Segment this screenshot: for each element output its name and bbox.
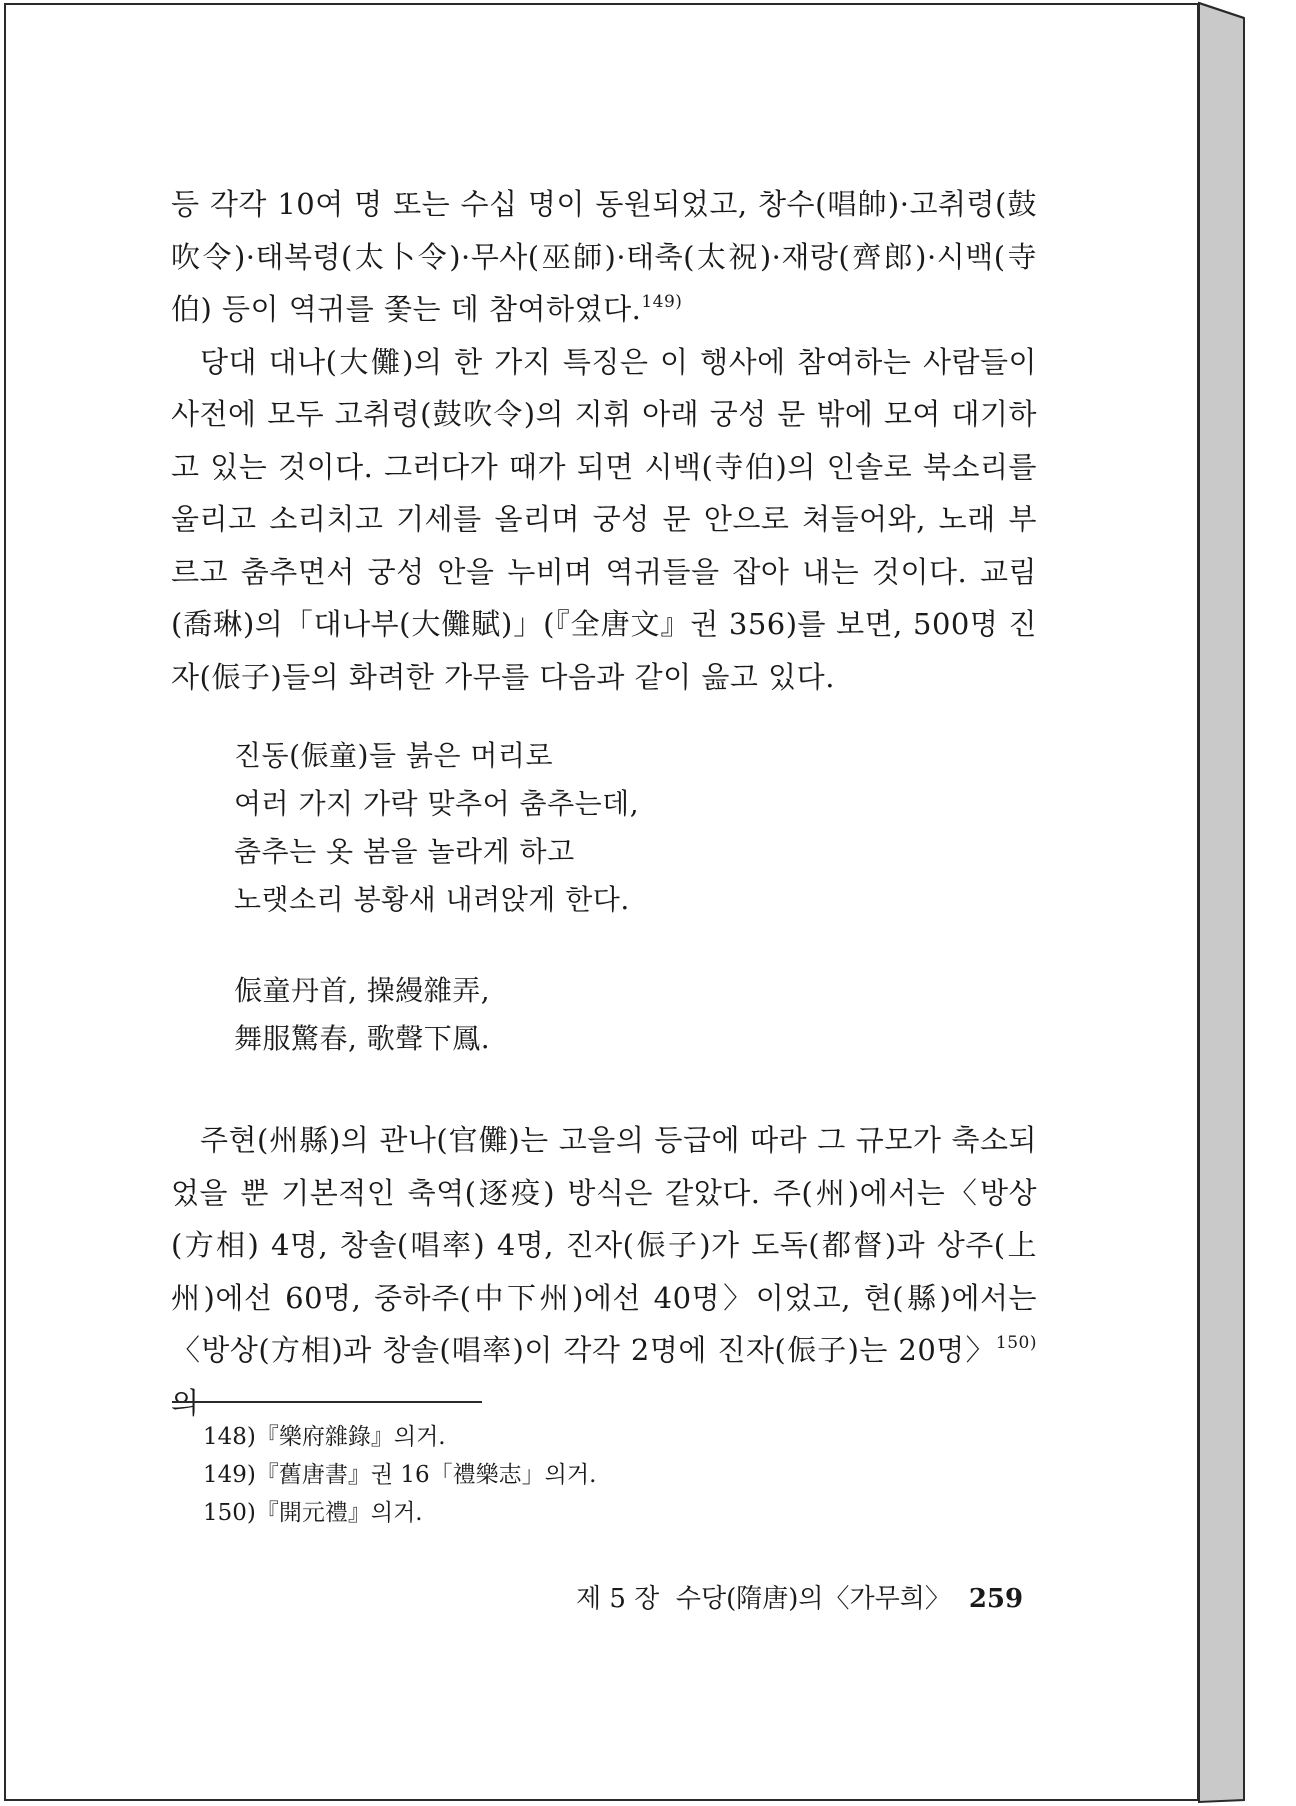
footnote-divider: [172, 1401, 482, 1403]
body-paragraph-1: [171, 178, 1037, 336]
footnotes: [203, 1418, 983, 1532]
verse-line: 侲童丹首, 操縵雜弄,: [234, 974, 491, 1007]
verse-line: 진동(侲童)들 붉은 머리로: [234, 739, 554, 772]
body-paragraph-3: [171, 1114, 1037, 1429]
footnote-149: 149)『舊唐書』권 16「禮樂志」의거.: [203, 1462, 597, 1488]
verse-line: 여러 가지 가락 맞추어 춤추는데,: [234, 787, 640, 820]
verse-line: 노랫소리 봉황새 내려앉게 한다.: [234, 883, 630, 916]
main-text: [171, 178, 1037, 703]
verse-chinese: [234, 967, 1014, 1063]
chapter-title: 제 5 장 수당(隋唐)의〈가무희〉: [576, 1584, 951, 1614]
paragraph-3-text: 주현(州縣)의 관나(官儺)는 고을의 등급에 따라 그 규모가 축소되었을 뿐 기본적인 축역(逐疫) 방식은 같았다. 주(州)에서는〈방상(方相) 4명, 창솔(唱率) 4명, 진자(侲子)가 도독(都督)과 상주(上州)에선 60명, 중하주(中下州)에선 40명〉이었고, 현(縣)에서는〈방상(方相)과 창솔(唱率)이 각각 2명에 진자(侲子)는 20명〉: [171, 1123, 1037, 1367]
page-edge-shadow: [1196, 0, 1296, 1806]
verse-korean: [234, 732, 1014, 924]
footnote-148: 148)『樂府雜錄』의거.: [203, 1424, 446, 1450]
footnote-ref-149: 149): [641, 292, 683, 312]
footnote-ref-150: 150): [995, 1333, 1037, 1353]
body-paragraph-2: 당대 대나(大儺)의 한 가지 특징은 이 행사에 참여하는 사람들이 사전에 모두 고취령(鼓吹令)의 지휘 아래 궁성 문 밖에 모여 대기하고 있는 것이다. 그러다가 때가 되면 시백(寺伯)의 인솔로 북소리를 울리고 소리치고 기세를 올리며 궁성 문 안으로 쳐들어와, 노래 부르고 춤추면서 궁성 안을 누비며 역귀들을 잡아 내는 것이다. 교림(喬琳)의「대나부(大儺賦)」(『全唐文』권 356)를 보면, 500명 진자(侲子)들의 화려한 가무를 다음과 같이 읊고 있다.: [171, 344, 1037, 694]
running-footer: [576, 1581, 1023, 1617]
paragraph-3-tail: 의: [171, 1385, 200, 1420]
main-text-continued: [171, 1114, 1037, 1429]
verse-line: 舞服驚春, 歌聲下鳳.: [234, 1022, 491, 1055]
paragraph-1-text: 등 각각 10여 명 또는 수십 명이 동원되었고, 창수(唱帥)·고취령(鼓吹令)·태복령(太卜令)·무사(巫師)·태축(太祝)·재랑(齊郎)·시백(寺伯) 등이 역귀를 쫓는 데 참여하였다.: [171, 187, 1037, 326]
page-number: 259: [968, 1584, 1024, 1614]
footnote-150: 150)『開元禮』의거.: [203, 1500, 423, 1526]
verse-line: 춤추는 옷 봄을 놀라게 하고: [234, 835, 575, 868]
